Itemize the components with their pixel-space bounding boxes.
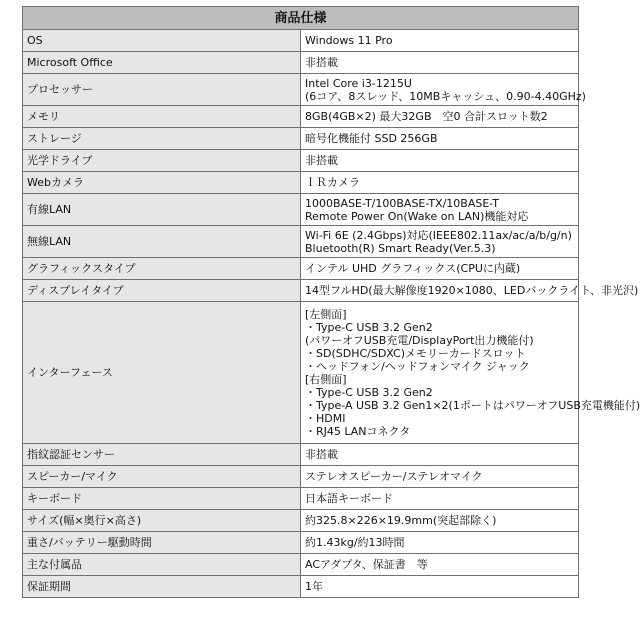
spec-value [301,30,579,52]
spec-label: ディスプレイタイプ [23,280,301,302]
spec-value-line: Wi-Fi 6E (2.4Gbps)対応(IEEE802.11ax/ac/a/b/g/n) [305,228,572,242]
spec-row [23,444,579,466]
spec-value [301,150,579,172]
spec-row [23,302,579,444]
spec-label: 有線LAN [23,194,301,226]
spec-label: サイズ(幅×奥行×高さ) [23,510,301,532]
spec-value [301,488,579,510]
spec-row [23,172,579,194]
spec-value [301,280,639,302]
spec-value [301,226,579,258]
spec-value [301,302,640,444]
spec-value-line: 14型フルHD(最大解像度1920×1080、LEDバックライト、非光沢) [305,284,639,297]
spec-value-line: 非搭載 [305,154,338,167]
spec-value [301,576,579,598]
spec-value-line: ・Type-C USB 3.2 Gen2 [305,385,433,399]
spec-value [301,510,579,532]
spec-row [23,52,579,74]
spec-label: グラフィックスタイプ [23,258,301,280]
spec-value-line: (パワーオフUSB充電/DisplayPort出力機能付) [305,333,534,347]
spec-value-line: 1年 [305,580,323,593]
spec-row [23,128,579,150]
spec-value [301,52,579,74]
spec-body [23,30,640,598]
spec-value [301,532,579,554]
spec-value-line: ・Type-A USB 3.2 Gen1×2(1ポートはパワーオフUSB充電機能付) [305,398,640,412]
spec-value-line: 8GB(4GB×2) 最大32GB 空0 合計スロット数2 [305,110,548,123]
spec-value-line: [右側面] [305,372,347,386]
spec-label: 主な付属品 [23,554,301,576]
spec-value-line: [左側面] [305,307,347,321]
spec-label: メモリ [23,106,301,128]
spec-value-line: ・HDMI [305,411,346,425]
spec-value-line: ・Type-C USB 3.2 Gen2 [305,320,433,334]
spec-row [23,106,579,128]
spec-value-line: ＩＲカメラ [305,176,360,189]
spec-row [23,510,579,532]
spec-value-line: 1000BASE-T/100BASE-TX/10BASE-T [305,196,499,210]
spec-value [301,554,579,576]
spec-value-line: Windows 11 Pro [305,34,393,47]
spec-label: Microsoft Office [23,52,301,74]
spec-value-line: 日本語キーボード [305,492,393,505]
spec-value-line: ・RJ45 LANコネクタ [305,424,411,438]
spec-value [301,128,579,150]
spec-label: スピーカー/マイク [23,466,301,488]
spec-value-line: ・SD(SDHC/SDXC)メモリーカードスロット [305,346,526,360]
spec-value-line: 約1.43kg/約13時間 [305,536,405,549]
spec-label: 重さ/バッテリー駆動時間 [23,532,301,554]
spec-value [301,258,579,280]
spec-row [23,532,579,554]
spec-label: 光学ドライブ [23,150,301,172]
spec-label: キーボード [23,488,301,510]
spec-row [23,466,579,488]
spec-value [301,194,579,226]
spec-header-row [23,7,579,30]
spec-label: インターフェース [23,302,301,444]
spec-value-line: ステレオスピーカー/ステレオマイク [305,470,483,483]
spec-value-line: Remote Power On(Wake on LAN)機能対応 [305,209,529,223]
spec-label: 保証期間 [23,576,301,598]
spec-row [23,150,579,172]
spec-value [301,444,579,466]
spec-row [23,258,579,280]
spec-value [301,106,579,128]
spec-value-line: (6コア、8スレッド、10MBキャッシュ、0.90-4.40GHz) [305,89,586,103]
spec-table [22,6,640,598]
spec-value-line: ACアダプタ、保証書 等 [305,558,428,571]
spec-value [301,466,579,488]
spec-row [23,280,579,302]
spec-value-line: 非搭載 [305,448,338,461]
spec-value-line: Intel Core i3-1215U [305,76,412,90]
spec-row [23,488,579,510]
spec-label: OS [23,30,301,52]
spec-row [23,74,579,106]
spec-label: 指紋認証センサー [23,444,301,466]
spec-value-line: ・ヘッドフォン/ヘッドフォンマイク ジャック [305,359,530,373]
spec-label: Webカメラ [23,172,301,194]
spec-title: 商品仕様 [23,7,579,30]
spec-row [23,226,579,258]
spec-row [23,194,579,226]
spec-value [301,172,579,194]
spec-value-line: 非搭載 [305,56,338,69]
spec-value-line: Bluetooth(R) Smart Ready(Ver.5.3) [305,241,496,255]
spec-label: プロセッサー [23,74,301,106]
spec-value [301,74,586,106]
spec-row [23,30,579,52]
spec-row [23,554,579,576]
spec-label: ストレージ [23,128,301,150]
spec-row [23,576,579,598]
spec-label: 無線LAN [23,226,301,258]
spec-value-line: 暗号化機能付 SSD 256GB [305,132,438,145]
spec-value-line: インテル UHD グラフィックス(CPUに内蔵) [305,262,521,275]
spec-value-line: 約325.8×226×19.9mm(突起部除く) [305,514,497,527]
